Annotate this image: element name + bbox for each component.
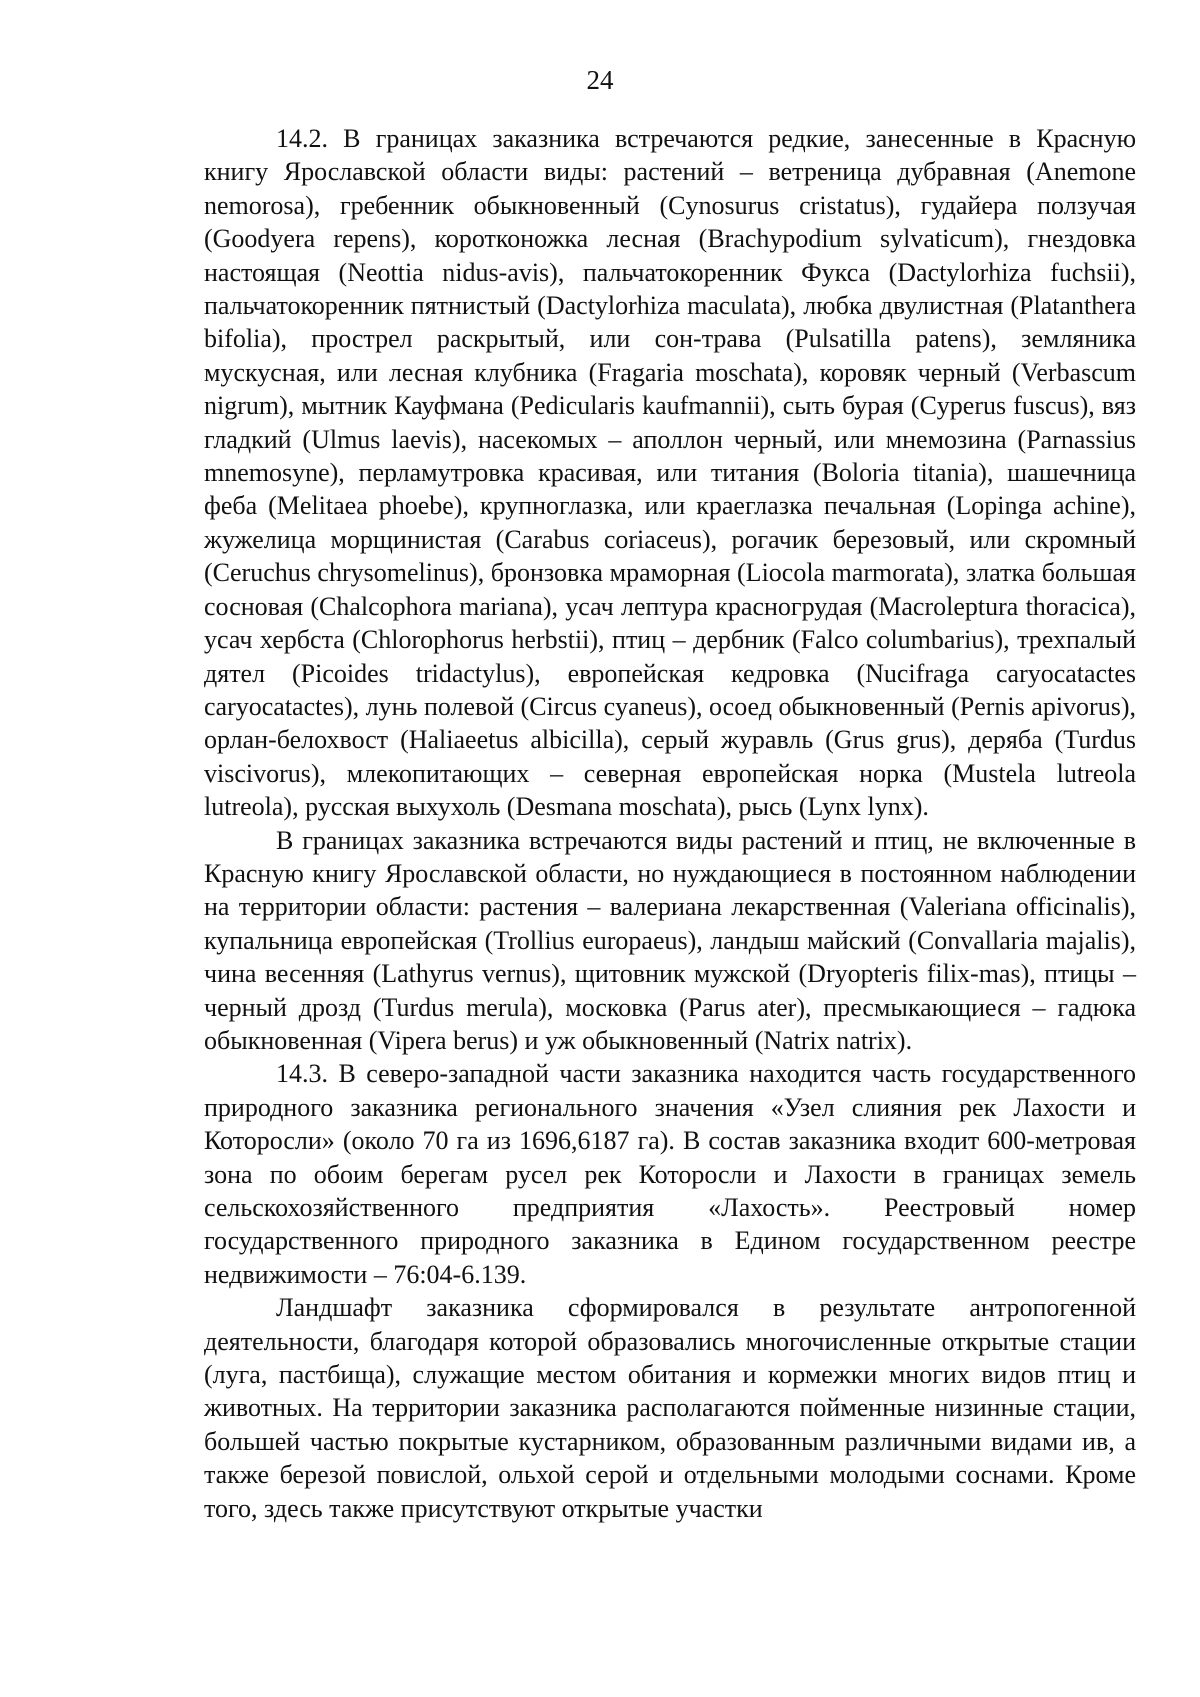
paragraph-14-3-reserve-part: 14.3. В северо-западной части заказника находится часть государственного природного заказника регионального значения «Узел слияния рек Лахости и Которосли» (около 70 га из 1696,6187 га). В состав заказника входит 600-метровая зона по обоим берегам русел рек Которосли и Лахости в границах земель сельскохозяйственного предприятия «Лахость». Реестровый номер государственного природного заказника в Едином государственном реестре недвижимости – 76:04-6.139. (204, 1059, 1136, 1289)
document-body (204, 122, 1136, 1525)
paragraph-monitored-species: В границах заказника встречаются виды растений и птиц, не включенные в Красную книгу Ярославской области, но нуждающиеся в постоянном наблюдении на территории области: растения – валериана лекарственная (Valeriana officinalis), купальница европейская (Trollius europaeus), ландыш майский (Convallaria majalis), чина весенняя (Lathyrus vernus), щитовник мужской (Dryopteris filix-mas), птицы – черный дрозд (Turdus merula), московка (Parus ater), пресмыкающиеся – гадюка обыкновенная (Vipera berus) и уж обыкновенный (Natrix natrix). (204, 825, 1136, 1055)
paragraph-landscape: Ландшафт заказника сформировался в результате антропогенной деятельности, благодаря которой образовались многочисленные открытые стации (луга, пастбища), служащие местом обитания и кормежки многих видов птиц и животных. На территории заказника располагаются пойменные низинные стации, большей частью покрытые кустарником, образованным различными видами ив, а также березой повислой, ольхой серой и отдельными молодыми соснами. Кроме того, здесь также присутствуют открытые участки (204, 1293, 1136, 1523)
page-number: 24 (586, 65, 614, 95)
paragraph-14-2-red-book-species: 14.2. В границах заказника встречаются редкие, занесенные в Красную книгу Ярославской области виды: растений – ветреница дубравная (Anemone nemorosa), гребенник обыкновенный (Cynosurus cristatus), гудайера ползучая (Goodyera repens), коротконожка лесная (Brachypodium sylvaticum), гнездовка настоящая (Neottia nidus-avis), пальчатокоренник Фукса (Dactylorhiza fuchsii), пальчатокоренник пятнистый (Dactylorhiza maculata), любка двулистная (Platanthera bifolia), прострел раскрытый, или сон-трава (Pulsatilla patens), земляника мускусная, или лесная клубника (Fragaria moschata), коровяк черный (Verbascum nigrum), мытник Кауфмана (Pedicularis kaufmannii), сыть бурая (Cyperus fuscus), вяз гладкий (Ulmus laevis), насекомых – аполлон черный, или мнемозина (Parnassius mnemosyne), перламутровка красивая, или титания (Boloria titania), шашечница феба (Melitaea phoebe), крупноглазка, или краеглазка печальная (Lopinga achine), жужелица морщинистая (Carabus coriaceus), рогачик березовый, или скромный (Ceruchus chrysomelinus), бронзовка мраморная (Liocola marmorata), златка большая сосновая (Chalcophora mariana), усач лептура красногрудая (Macroleptura thoracica), усач хербста (Chlorophorus herbstii), птиц – дербник (Falco columbarius), трехпалый дятел (Picoides tridactylus), европейская кедровка (Nucifraga caryocatactes caryocatactes), лунь полевой (Circus cyaneus), осоед обыкновенный (Pernis apivorus), орлан-белохвост (Haliaeetus albicilla), серый журавль (Grus grus), деряба (Turdus viscivorus), млекопитающих – северная европейская норка (Mustela lutreola lutreola), русская выхухоль (Desmana moschata), рысь (Lynx lynx). (204, 124, 1136, 822)
